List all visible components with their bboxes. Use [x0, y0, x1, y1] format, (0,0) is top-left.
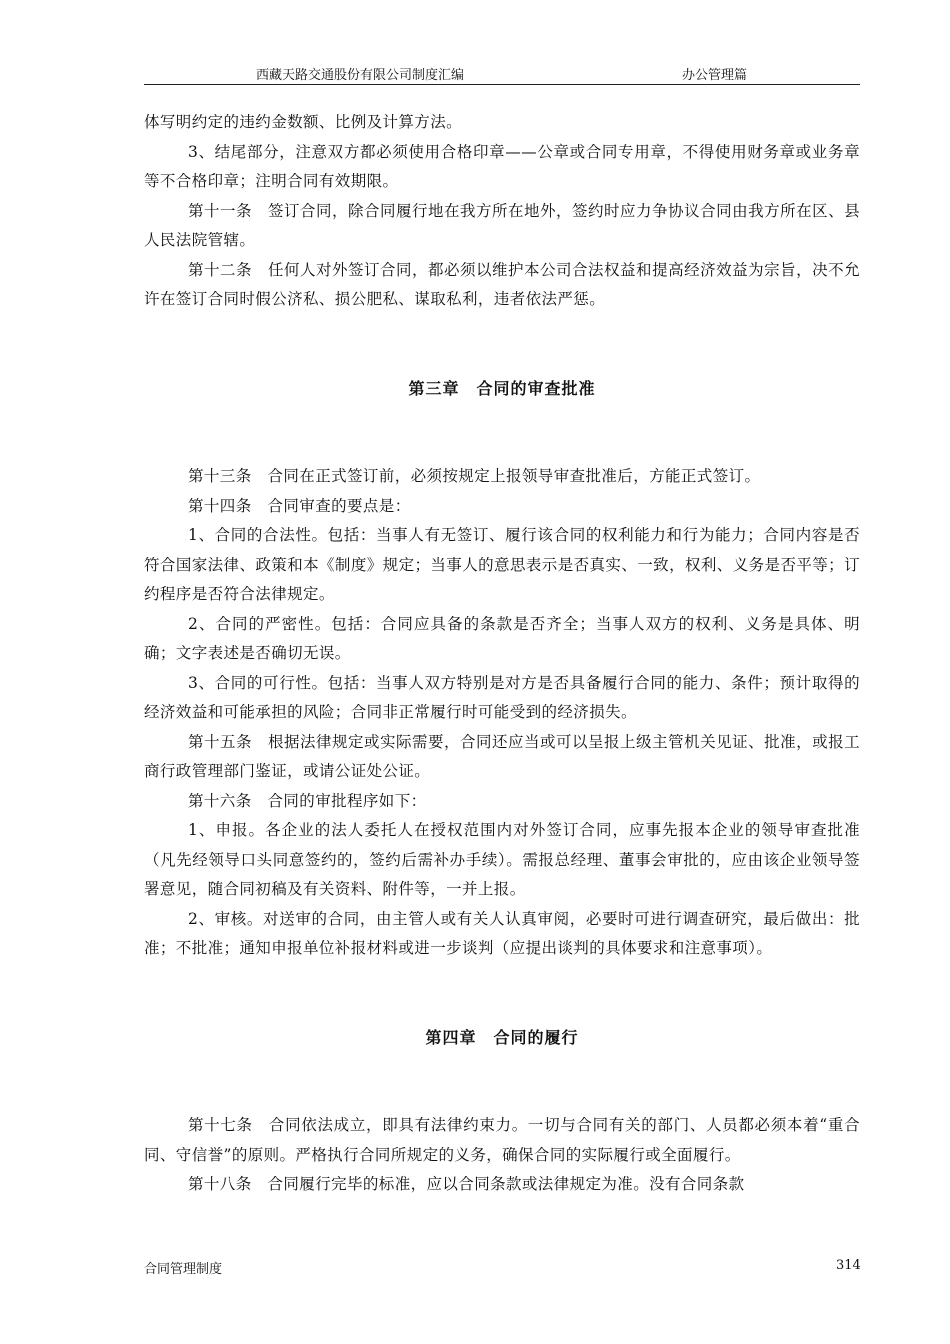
article-14: 第十四条 合同审查的要点是：: [188, 496, 411, 515]
header-section: 办公管理篇: [682, 68, 748, 83]
paragraph: 1、合同的合法性。包括：当事人有无签订、履行该合同的权利能力和行为能力；合同内容是否符合国家法律、政策和本《制度》规定；当事人的意思表示是否真实、一致，权利、义务是否平等；订约程序是否符合法律规定。: [144, 526, 860, 603]
paragraph: 1、申报。各企业的法人委托人在授权范围内对外签订合同，应事先报本企业的领导审查批准（凡先经领导口头同意签约的，签约后需补办手续）。需报总经理、董事会审批的，应由该企业领导签署意见，随合同初稿及有关资料、附件等，一并上报。: [144, 821, 860, 898]
chapter-3-heading: 第三章 合同的审查批准: [408, 378, 596, 398]
article-11: 第十一条 签订合同，除合同履行地在我方所在地外，签约时应力争协议合同由我方所在区、县人民法院管辖。: [144, 201, 860, 249]
article-17: 第十七条 合同依法成立，即具有法律约束力。一切与合同有关的部门、人员都必须本着“重合同、守信誉”的原则。严格执行合同所规定的义务，确保合同的实际履行或全面履行。: [144, 1116, 860, 1164]
paragraph: 3、合同的可行性。包括：当事人双方特别是对方是否具备履行合同的能力、条件；预计取得的经济效益和可能承担的风险；合同非正常履行时可能受到的经济损失。: [144, 673, 860, 721]
paragraph: 2、合同的严密性。包括：合同应具备的条款是否齐全；当事人双方的权利、义务是具体、明确；文字表述是否确切无误。: [144, 614, 860, 662]
page-number: 314: [836, 1258, 861, 1273]
paragraph: 体写明约定的违约金数额、比例及计算方法。: [144, 113, 463, 131]
chapter-4-heading: 第四章 合同的履行: [425, 1027, 579, 1047]
footer-title: 合同管理制度: [144, 1262, 223, 1277]
article-18: 第十八条 合同履行完毕的标准，应以合同条款或法律规定为准。没有合同条款: [188, 1175, 745, 1193]
paragraph: 2、审核。对送审的合同，由主管人或有关人认真审阅，必要时可进行调查研究，最后做出：批准；不批准；通知申报单位补报材料或进一步谈判（应提出谈判的具体要求和注意事项）。: [144, 909, 860, 957]
article-12: 第十二条 任何人对外签订合同，都必须以维护本公司合法权益和提高经济效益为宗旨，决不允许在签订合同时假公济私、损公肥私、谋取私利，违者依法严惩。: [144, 260, 860, 308]
article-13: 第十三条 合同在正式签订前，必须按规定上报领导审查批准后，方能正式签订。: [188, 467, 761, 485]
article-16: 第十六条 合同的审批程序如下：: [188, 791, 427, 810]
header-title: 西藏天路交通股份有限公司制度汇编: [256, 68, 465, 83]
page-header: [144, 62, 860, 85]
paragraph: 3、结尾部分，注意双方都必须使用合格印章——公章或合同专用章，不得使用财务章或业务章等不合格印章；注明合同有效期限。: [144, 142, 860, 190]
article-15: 第十五条 根据法律规定或实际需要，合同还应当或可以呈报上级主管机关见证、批准，或报工商行政管理部门鉴证，或请公证处公证。: [144, 732, 860, 780]
document-body: [144, 108, 860, 1200]
